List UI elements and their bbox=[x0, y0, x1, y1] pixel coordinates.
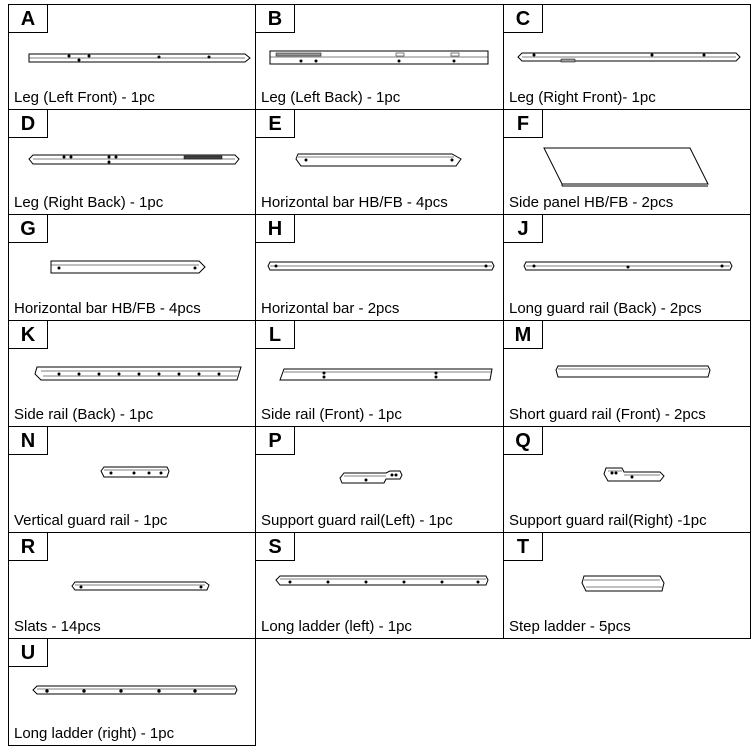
part-cell-a bbox=[8, 4, 256, 110]
part-cell-s bbox=[255, 532, 504, 639]
part-label: Leg (Left Front) - 1pc bbox=[14, 89, 155, 106]
part-letter: M bbox=[504, 321, 543, 349]
short-guard-rail-front-drawing bbox=[504, 349, 750, 399]
part-cell-r bbox=[8, 532, 256, 639]
horizontal-bar-h-drawing bbox=[256, 243, 502, 293]
part-label: Leg (Right Front)- 1pc bbox=[509, 89, 656, 106]
part-letter: N bbox=[9, 427, 48, 455]
part-cell-n bbox=[8, 426, 256, 533]
part-label: Long ladder (left) - 1pc bbox=[261, 618, 412, 635]
part-letter: Q bbox=[504, 427, 543, 455]
part-cell-p bbox=[255, 426, 504, 533]
part-letter: C bbox=[504, 5, 543, 33]
leg-left-front-drawing bbox=[9, 33, 255, 83]
part-letter: G bbox=[9, 215, 48, 243]
part-label: Side panel HB/FB - 2pcs bbox=[509, 194, 674, 211]
long-ladder-left-drawing bbox=[256, 561, 502, 611]
part-label: Side rail (Back) - 1pc bbox=[14, 406, 154, 423]
part-letter: L bbox=[256, 321, 295, 349]
support-guard-rail-right-drawing bbox=[504, 455, 750, 505]
part-letter: E bbox=[256, 110, 295, 138]
support-guard-rail-left-drawing bbox=[256, 455, 502, 505]
part-cell-h bbox=[255, 214, 504, 321]
part-cell-c bbox=[503, 4, 751, 110]
part-letter: T bbox=[504, 533, 543, 561]
slat-drawing bbox=[9, 561, 255, 611]
part-label: Support guard rail(Left) - 1pc bbox=[261, 512, 453, 529]
part-letter: H bbox=[256, 215, 295, 243]
part-cell-b bbox=[255, 4, 504, 110]
part-letter: J bbox=[504, 215, 543, 243]
part-cell-f bbox=[503, 109, 751, 215]
part-label: Leg (Right Back) - 1pc bbox=[14, 194, 164, 211]
leg-right-front-drawing bbox=[504, 33, 750, 83]
side-rail-front-drawing bbox=[256, 349, 502, 399]
horizontal-bar-e-drawing bbox=[256, 138, 502, 188]
part-letter: S bbox=[256, 533, 295, 561]
part-cell-g bbox=[8, 214, 256, 321]
part-letter: R bbox=[9, 533, 48, 561]
side-rail-back-drawing bbox=[9, 349, 255, 399]
leg-right-back-drawing bbox=[9, 138, 255, 188]
part-label: Slats - 14pcs bbox=[14, 618, 101, 635]
part-label: Vertical guard rail - 1pc bbox=[14, 512, 168, 529]
part-cell-t bbox=[503, 532, 751, 639]
part-cell-j bbox=[503, 214, 751, 321]
part-label: Side rail (Front) - 1pc bbox=[261, 406, 402, 423]
long-guard-rail-back-drawing bbox=[504, 243, 750, 293]
part-label: Short guard rail (Front) - 2pcs bbox=[509, 406, 706, 423]
step-ladder-drawing bbox=[504, 561, 750, 611]
part-label: Horizontal bar HB/FB - 4pcs bbox=[14, 300, 201, 317]
part-label: Leg (Left Back) - 1pc bbox=[261, 89, 401, 106]
vertical-guard-rail-drawing bbox=[9, 455, 255, 505]
part-label: Step ladder - 5pcs bbox=[509, 618, 631, 635]
part-cell-l bbox=[255, 320, 504, 427]
part-label: Horizontal bar - 2pcs bbox=[261, 300, 400, 317]
part-cell-q bbox=[503, 426, 751, 533]
part-letter: A bbox=[9, 5, 48, 33]
part-cell-u bbox=[8, 638, 256, 746]
side-panel-drawing bbox=[504, 138, 750, 188]
part-cell-m bbox=[503, 320, 751, 427]
part-letter: K bbox=[9, 321, 48, 349]
part-cell-k bbox=[8, 320, 256, 427]
part-label: Horizontal bar HB/FB - 4pcs bbox=[261, 194, 448, 211]
part-letter: D bbox=[9, 110, 48, 138]
part-letter: F bbox=[504, 110, 543, 138]
horizontal-bar-g-drawing bbox=[9, 243, 255, 293]
part-label: Long guard rail (Back) - 2pcs bbox=[509, 300, 702, 317]
part-letter: B bbox=[256, 5, 295, 33]
part-letter: U bbox=[9, 639, 48, 667]
part-label: Support guard rail(Right) -1pc bbox=[509, 512, 707, 529]
long-ladder-right-drawing bbox=[9, 667, 255, 717]
part-label: Long ladder (right) - 1pc bbox=[14, 725, 175, 742]
part-letter: P bbox=[256, 427, 295, 455]
part-cell-d bbox=[8, 109, 256, 215]
leg-left-back-drawing bbox=[256, 33, 502, 83]
part-cell-e bbox=[255, 109, 504, 215]
